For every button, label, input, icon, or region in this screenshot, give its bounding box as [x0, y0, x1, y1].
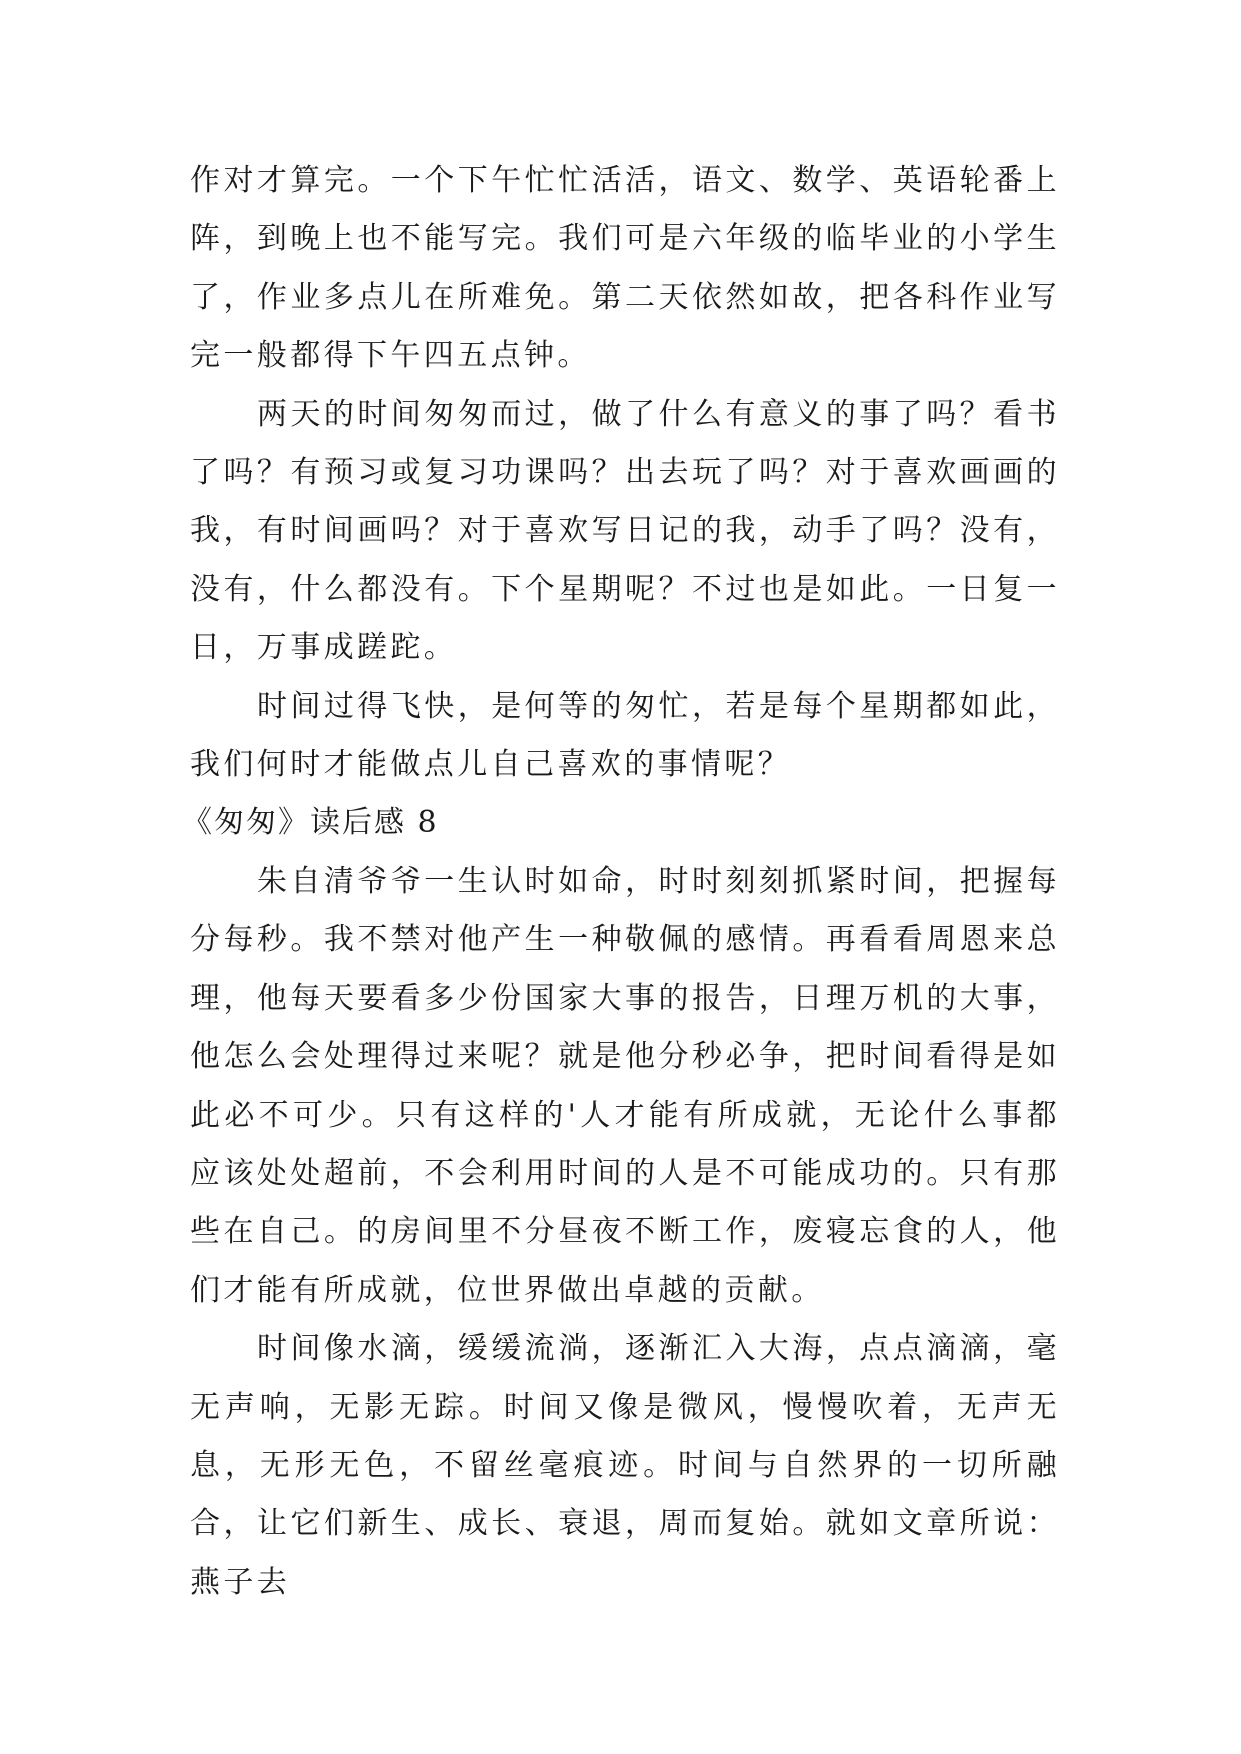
paragraph: 两天的时间匆匆而过，做了什么有意义的事了吗？看书了吗？有预习或复习功课吗？出去玩了吗？对于喜欢画画的我，有时间画吗？对于喜欢写日记的我，动手了吗？没有，没有，什么都没有。下个星期呢？不过也是如此。一日复一日，万事成蹉跎。 [190, 396, 1060, 666]
document-body [182, 152, 1060, 1612]
paragraph: 时间过得飞快，是何等的匆忙，若是每个星期都如此，我们何时才能做点儿自己喜欢的事情呢？ [190, 688, 1060, 783]
paragraph-continued: 作对才算完。一个下午忙忙活活，语文、数学、英语轮番上阵，到晚上也不能写完。我们可是六年级的临毕业的小学生了，作业多点儿在所难免。第二天依然如故，把各科作业写完一般都得下午四五点钟。 [190, 163, 1060, 374]
section-heading: 《匆匆》读后感 8 [182, 805, 439, 841]
paragraph: 时间像水滴，缓缓流淌，逐渐汇入大海，点点滴滴，毫无声响，无影无踪。时间又像是微风，慢慢吹着，无声无息，无形无色，不留丝毫痕迹。时间与自然界的一切所融合，让它们新生、成长、衰退，周而复始。就如文章所说：燕子去 [190, 1331, 1060, 1600]
paragraph: 朱自清爷爷一生认时如命，时时刻刻抓紧时间，把握每分每秒。我不禁对他产生一种敬佩的感情。再看看周恩来总理，他每天要看多少份国家大事的报告，日理万机的大事，他怎么会处理得过来呢？就是他分秒必争，把时间看得是如此必不可少。只有这样的'人才能有所成就，无论什么事都应该处处超前，不会利用时间的人是不可能成功的。只有那些在自己。的房间里不分昼夜不断工作，废寝忘食的人，他们才能有所成就，位世界做出卓越的贡献。 [190, 863, 1060, 1308]
